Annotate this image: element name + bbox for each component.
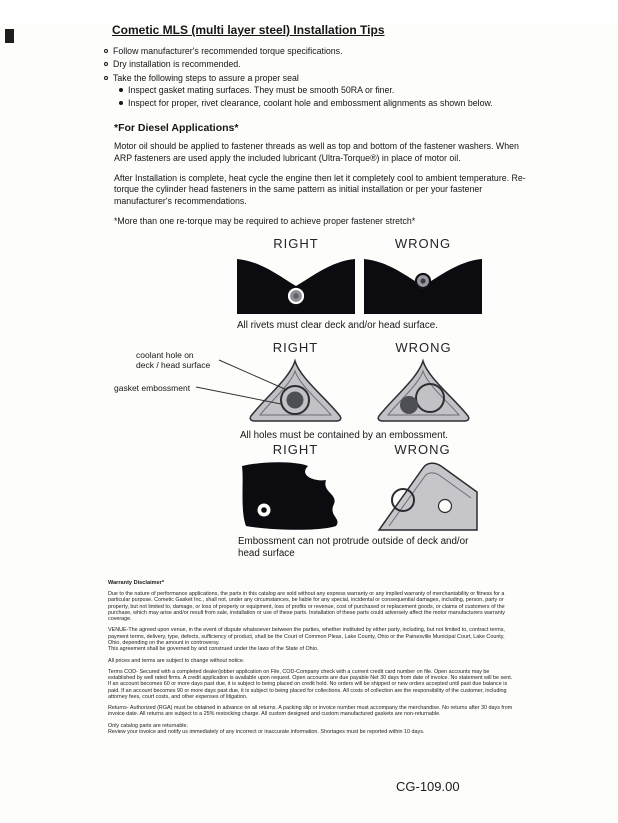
right-label: RIGHT: [272, 339, 319, 355]
disclaimer-paragraph: Terms COD- Secured with a completed dealer/jobber application on File, COD-Company check with a current credit card number on file. Open accounts may be established by well rated firms. A credit application is available upon request. Open accounts are due payable Net 30 days from date of invoice. No statement will be sent. If an account becomes 60 or more days past due, it is subject to being placed on credit hold. No orders will be shipped or new orders accepted until past due balance is paid. If an account becomes 90 or more days past due, it is subject to being placed for collections. All costs of collection are the responsibility of the customer, including attorney fees, court costs, and other expenses of litigation.: [108, 668, 513, 700]
protrude-wrong-diagram: [365, 460, 480, 532]
protrude-caption: Embossment can not protrude outside of deck and/or head surface: [238, 535, 469, 559]
installation-tips-list: [104, 46, 524, 109]
rivet-wrong-column: [364, 236, 482, 314]
bullet-dot-icon: [119, 88, 123, 92]
disclaimer-heading: Warranty Disclaimer*: [108, 579, 165, 586]
disclaimer-paragraph: VENUE-The agreed upon venue, in the event of dispute whatsoever between the parties, whether instituted by either party, including, but not limited to, contract terms, payment terms, delivery, type, defects, sufficiency of product, shall be the Court of Common Pleas, Lake County, Ohio or the Painesville Municipal Court, Lake County, Ohio, depending on the amount in controversy.: [108, 627, 505, 646]
list-item: [104, 46, 524, 57]
warranty-disclaimer: [108, 580, 514, 736]
rivet-right-column: [237, 236, 355, 314]
bullet-dot-icon: [119, 101, 123, 105]
page-title: Cometic MLS (multi layer steel) Installation Tips: [112, 23, 385, 37]
rivet-right-diagram: [237, 254, 355, 314]
right-label: RIGHT: [272, 441, 319, 457]
holes-wrong-column: [376, 340, 471, 424]
list-sub-item: [119, 85, 524, 96]
holes-right-column: [248, 340, 343, 424]
disclaimer-paragraph: Only catalog parts are returnable.: [108, 722, 189, 729]
list-item-text: Dry installation is recommended.: [113, 59, 241, 70]
retorque-note: *More than one re-torque may be required to achieve proper fastener stretch*: [114, 216, 416, 227]
disclaimer-paragraph: Review your invoice and notify us immediately of any incorrect or inaccurate information. Shortages must be reported within 10 days.: [108, 728, 425, 735]
list-item-text: Inspect for proper, rivet clearance, coolant hole and embossment alignments as shown below.: [128, 97, 493, 108]
bullet-circle-icon: [104, 49, 108, 53]
list-sub-item: [119, 98, 524, 109]
document-page: [0, 23, 618, 823]
disclaimer-paragraph: Returns- Authorized (RGA) must be obtained in advance on all returns. A packing slip or invoice number must accompany the merchandise. No returns after 30 days from invoice date. All returns are subject to a 25% restocking charge. All custom designed and custom manufactured gaskets are non-returnable.: [108, 705, 513, 718]
coolant-hole-label: coolant hole on deck / head surface: [136, 349, 211, 371]
disclaimer-paragraph: Due to the nature of performance applications, the parts in this catalog are sold without any express warranty or any implied warranty of merchantability or fitness for a particular purpose. Cometic Gasket Inc., shall not, under any circumstances, be liable for any special, incidental or consequential damages, including, person, party or property, but not limited to, damage, or loss of property or equipment, loss of profits or revenue, cost of purchased or replacement goods, or claims of customers of the purchase, which may arise and/or result from sale, installation or use of these parts. Installation of these parts could adversely affect the motor manufacturers warranty coverage.: [108, 591, 505, 623]
list-item: [104, 59, 524, 70]
holes-caption: All holes must be contained by an embossment.: [240, 429, 449, 441]
diagram-section: [0, 236, 618, 568]
catalog-page-code: CG-109.00: [396, 779, 460, 794]
wrong-label: WRONG: [394, 441, 451, 457]
diesel-paragraph-1: Motor oil should be applied to fastener threads as well as top and bottom of the fastener washers. When ARP fasteners are used apply the included lubricant (Ultra-Torque®) in place of motor oil.: [114, 141, 519, 163]
list-item: [104, 73, 524, 84]
right-label: RIGHT: [273, 235, 319, 251]
diesel-paragraph-2: After Installation is complete, heat cycle the engine then let it completely cool to ambient temperature. Re-torque the cylinder head fasteners in the same pattern as initial installation or per your fastener manufacturer's recommendations.: [114, 172, 526, 206]
rivet-caption: All rivets must clear deck and/or head surface.: [237, 319, 438, 331]
protrude-right-diagram: [238, 460, 353, 532]
gasket-embossment-label: gasket embossment: [114, 382, 191, 393]
disclaimer-paragraph: All prices and terms are subject to change without notice.: [108, 657, 245, 664]
wrong-label: WRONG: [395, 339, 452, 355]
disclaimer-paragraph: This agreement shall be governed by and construed under the laws of the State of Ohio.: [108, 646, 319, 653]
holes-right-diagram: [248, 358, 343, 424]
list-item-text: Inspect gasket mating surfaces. They must be smooth 50RA or finer.: [128, 85, 395, 96]
rivet-wrong-diagram: [364, 254, 482, 314]
wrong-label: WRONG: [394, 235, 452, 251]
bullet-circle-icon: [104, 62, 108, 66]
list-item-text: Follow manufacturer's recommended torque specifications.: [113, 46, 343, 56]
bullet-circle-icon: [104, 76, 108, 80]
list-item-text: Take the following steps to assure a proper seal: [113, 72, 299, 83]
protrude-right-column: [238, 442, 353, 532]
diesel-applications-heading: *For Diesel Applications*: [114, 122, 239, 135]
protrude-wrong-column: [365, 442, 480, 532]
print-registration-mark: [5, 29, 14, 43]
holes-wrong-diagram: [376, 358, 471, 424]
